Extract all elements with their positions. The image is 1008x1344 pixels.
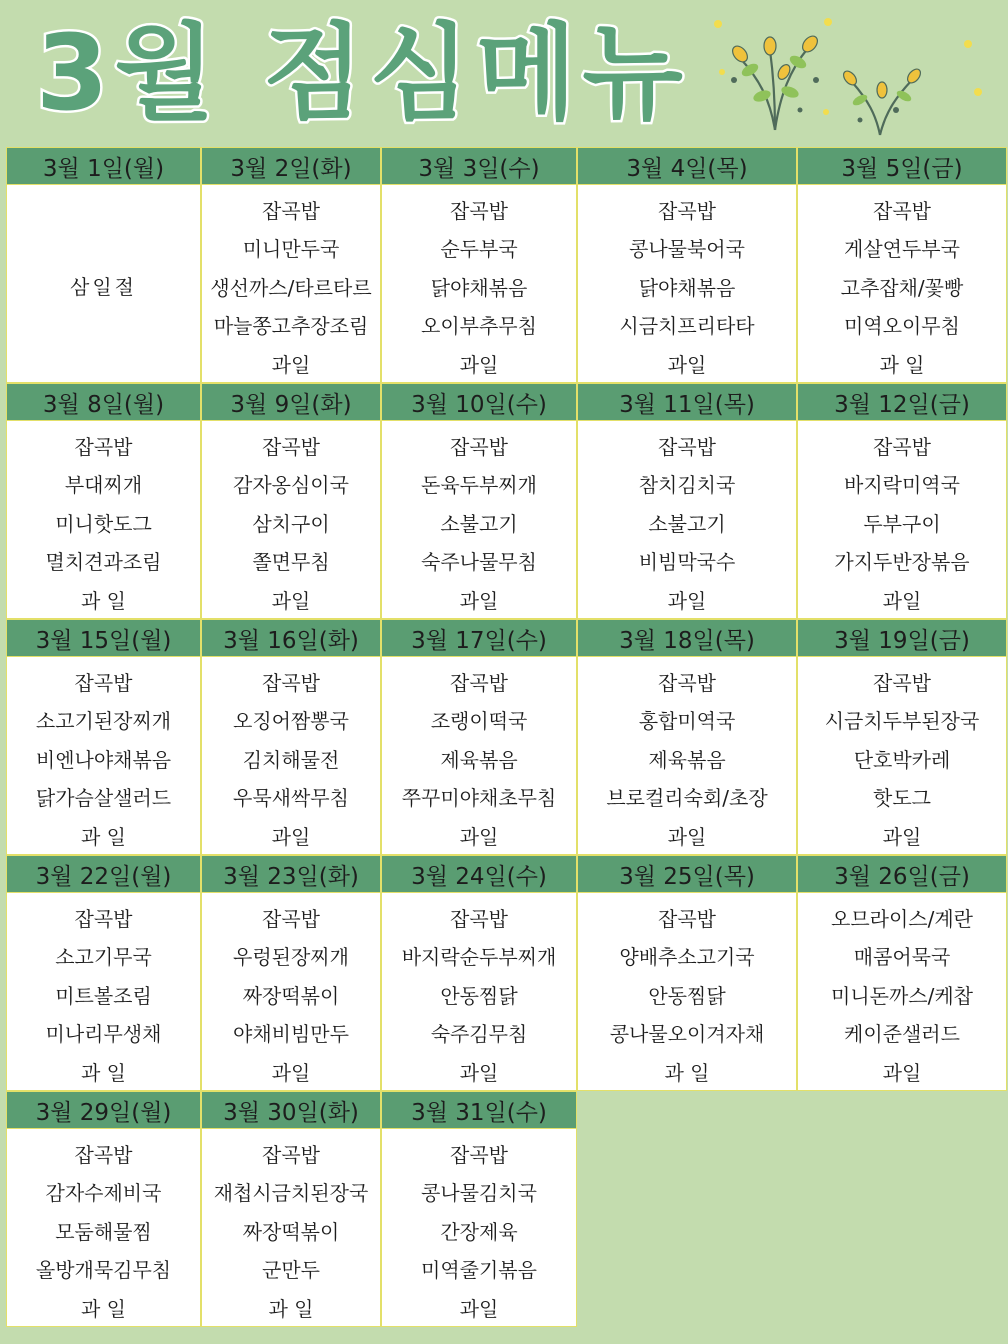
menu-item: 순두부국 [440, 237, 518, 261]
menu-item: 잡곡밥 [658, 435, 716, 459]
day-cell [797, 147, 1007, 383]
menu-item: 잡곡밥 [873, 671, 931, 695]
menu-item: 과일 [271, 589, 311, 613]
menu-list [201, 657, 381, 855]
menu-item: 과일 [459, 1061, 499, 1085]
menu-item: 우묵새싹무침 [233, 786, 349, 810]
menu-item: 잡곡밥 [262, 907, 320, 931]
menu-item: 잡곡밥 [262, 671, 320, 695]
menu-item: 비빔막국수 [638, 550, 736, 574]
day-header: 3월 4일(목) [577, 147, 797, 185]
menu-item: 잡곡밥 [658, 671, 716, 695]
day-header: 3월 1일(월) [6, 147, 201, 185]
menu-item: 잡곡밥 [658, 907, 716, 931]
menu-item: 야채비빔만두 [233, 1022, 349, 1046]
menu-list [201, 1129, 381, 1327]
menu-item: 콩나물김치국 [421, 1181, 537, 1205]
menu-item: 가지두반장볶음 [834, 550, 970, 574]
day-cell [381, 619, 577, 855]
menu-item: 돈육두부찌개 [421, 473, 537, 497]
menu-item: 미니돈까스/케찹 [831, 984, 973, 1008]
menu-item: 과일 [459, 825, 499, 849]
day-cell [797, 619, 1007, 855]
menu-item: 과 일 [81, 1297, 126, 1321]
menu-item: 잡곡밥 [450, 435, 508, 459]
menu-item: 안동찜닭 [440, 984, 518, 1008]
menu-item: 과일 [667, 589, 707, 613]
menu-item: 과일 [459, 589, 499, 613]
menu-item: 바지락미역국 [844, 473, 960, 497]
menu-list [577, 185, 797, 383]
menu-item: 과 일 [268, 1297, 314, 1321]
holiday-label: 삼일절 [70, 275, 137, 299]
menu-item: 잡곡밥 [658, 199, 716, 223]
day-cell [201, 1091, 381, 1327]
menu-list [381, 893, 577, 1091]
menu-item: 소고기무국 [55, 945, 152, 969]
menu-item: 잡곡밥 [873, 435, 931, 459]
menu-item: 소불고기 [440, 512, 518, 536]
day-cell [201, 855, 381, 1091]
menu-item: 조랭이떡국 [430, 709, 528, 733]
menu-item: 군만두 [262, 1258, 320, 1282]
menu-item: 케이준샐러드 [844, 1022, 960, 1046]
menu-item: 마늘쫑고추장조림 [213, 314, 369, 338]
menu-item: 잡곡밥 [74, 671, 133, 695]
menu-item: 시금치두부된장국 [824, 709, 980, 733]
menu-item: 제육볶음 [648, 748, 726, 772]
menu-item: 간장제육 [440, 1220, 518, 1244]
menu-item: 미역오이무침 [844, 314, 960, 338]
day-header: 3월 5일(금) [797, 147, 1007, 185]
page-title: 3월 점심메뉴 [36, 12, 689, 134]
day-header: 3월 3일(수) [381, 147, 577, 185]
day-cell [6, 147, 201, 383]
menu-item: 숙주김무침 [430, 1022, 528, 1046]
menu-item: 닭가슴살샐러드 [35, 786, 172, 810]
menu-item: 단호박카레 [853, 748, 951, 772]
menu-item: 잡곡밥 [74, 1143, 133, 1167]
menu-list [6, 185, 201, 383]
day-header: 3월 17일(수) [381, 619, 577, 657]
menu-item: 과 일 [879, 353, 925, 377]
menu-item: 미트볼조림 [55, 984, 152, 1008]
menu-item: 참치김치국 [638, 473, 736, 497]
menu-item: 제육볶음 [440, 748, 518, 772]
menu-item: 고추잡채/꽃빵 [840, 276, 964, 300]
menu-item: 오므라이스/계란 [831, 907, 973, 931]
menu-list [797, 657, 1007, 855]
menu-list [577, 893, 797, 1091]
menu-item: 매콤어묵국 [853, 945, 951, 969]
menu-item: 잡곡밥 [450, 907, 508, 931]
day-cell [797, 855, 1007, 1091]
day-cell [381, 147, 577, 383]
menu-item: 모둠해물찜 [55, 1220, 152, 1244]
menu-item: 브로컬리숙회/초장 [606, 786, 768, 810]
day-cell [201, 383, 381, 619]
menu-item: 바지락순두부찌개 [401, 945, 557, 969]
menu-item: 과 일 [81, 589, 126, 613]
floral-decoration-icon [700, 10, 1000, 140]
menu-item: 멸치견과조림 [45, 550, 162, 574]
menu-item: 오이부추무침 [421, 314, 537, 338]
menu-list [577, 657, 797, 855]
menu-item: 오징어짬뽕국 [233, 709, 349, 733]
day-cell [381, 383, 577, 619]
menu-item: 안동찜닭 [648, 984, 726, 1008]
menu-item: 과일 [882, 1061, 922, 1085]
day-cell [201, 619, 381, 855]
day-header: 3월 8일(월) [6, 383, 201, 421]
menu-item: 잡곡밥 [450, 199, 508, 223]
menu-item: 과 일 [664, 1061, 710, 1085]
menu-item: 과 일 [81, 1061, 126, 1085]
menu-item: 핫도그 [873, 786, 931, 810]
menu-list [797, 185, 1007, 383]
menu-item: 잡곡밥 [873, 199, 931, 223]
menu-item: 두부구이 [863, 512, 941, 536]
menu-item: 잡곡밥 [262, 435, 320, 459]
menu-list [6, 1129, 201, 1327]
menu-item: 콩나물북어국 [629, 237, 745, 261]
menu-item: 과일 [882, 825, 922, 849]
menu-item: 잡곡밥 [74, 435, 133, 459]
day-cell [6, 619, 201, 855]
menu-item: 올방개묵김무침 [35, 1258, 172, 1282]
day-cell [6, 855, 201, 1091]
menu-list [381, 657, 577, 855]
menu-item: 시금치프리타타 [619, 314, 755, 338]
day-header: 3월 23일(화) [201, 855, 381, 893]
menu-item: 게살연두부국 [844, 237, 960, 261]
menu-item: 부대찌개 [64, 473, 143, 497]
day-header: 3월 11일(목) [577, 383, 797, 421]
menu-item: 과일 [459, 353, 499, 377]
day-cell [381, 1091, 577, 1327]
menu-item: 잡곡밥 [450, 671, 508, 695]
menu-list [201, 421, 381, 619]
menu-item: 숙주나물무침 [421, 550, 537, 574]
day-header: 3월 2일(화) [201, 147, 381, 185]
menu-item: 소고기된장찌개 [35, 709, 172, 733]
day-header: 3월 19일(금) [797, 619, 1007, 657]
day-cell [577, 855, 797, 1091]
menu-item: 소불고기 [648, 512, 726, 536]
menu-item: 홍합미역국 [638, 709, 736, 733]
day-header: 3월 10일(수) [381, 383, 577, 421]
menu-item: 비엔나야채볶음 [35, 748, 172, 772]
day-header: 3월 25일(목) [577, 855, 797, 893]
menu-item: 잡곡밥 [74, 907, 133, 931]
day-header: 3월 9일(화) [201, 383, 381, 421]
day-cell [6, 383, 201, 619]
day-header: 3월 16일(화) [201, 619, 381, 657]
menu-item: 과일 [271, 1061, 311, 1085]
menu-item: 과일 [667, 825, 707, 849]
day-header: 3월 18일(목) [577, 619, 797, 657]
menu-list [6, 657, 201, 855]
menu-list [6, 893, 201, 1091]
menu-item: 우렁된장찌개 [233, 945, 349, 969]
day-header: 3월 24일(수) [381, 855, 577, 893]
menu-list [6, 421, 201, 619]
menu-list [201, 893, 381, 1091]
menu-item: 짜장떡볶이 [242, 1220, 340, 1244]
menu-item: 쭈꾸미야채초무침 [401, 786, 557, 810]
day-header: 3월 26일(금) [797, 855, 1007, 893]
day-cell [797, 383, 1007, 619]
day-header: 3월 30일(화) [201, 1091, 381, 1129]
day-cell [201, 147, 381, 383]
menu-list [381, 1129, 577, 1327]
day-cell [577, 619, 797, 855]
menu-item: 감자수제비국 [45, 1181, 162, 1205]
menu-item: 과일 [271, 825, 311, 849]
menu-item: 과일 [459, 1297, 499, 1321]
menu-item: 과 일 [81, 825, 126, 849]
menu-item: 쫄면무침 [252, 550, 330, 574]
menu-item: 미나리무생채 [45, 1022, 162, 1046]
menu-item: 닭야채볶음 [430, 276, 528, 300]
menu-list [381, 421, 577, 619]
menu-item: 과일 [667, 353, 707, 377]
day-header: 3월 31일(수) [381, 1091, 577, 1129]
menu-item: 과일 [882, 589, 922, 613]
menu-list [381, 185, 577, 383]
menu-item: 생선까스/타르타르 [210, 276, 372, 300]
day-cell [577, 147, 797, 383]
menu-item: 미역줄기볶음 [421, 1258, 537, 1282]
menu-list [797, 893, 1007, 1091]
menu-item: 미니만두국 [242, 237, 340, 261]
menu-item: 삼치구이 [252, 512, 330, 536]
menu-item: 과일 [271, 353, 311, 377]
day-header: 3월 15일(월) [6, 619, 201, 657]
menu-item: 재첩시금치된장국 [213, 1181, 369, 1205]
menu-item: 잡곡밥 [450, 1143, 508, 1167]
day-header: 3월 29일(월) [6, 1091, 201, 1129]
day-cell [6, 1091, 201, 1327]
menu-list [577, 421, 797, 619]
menu-item: 감자옹심이국 [233, 473, 349, 497]
day-header: 3월 22일(월) [6, 855, 201, 893]
menu-item: 짜장떡볶이 [242, 984, 340, 1008]
menu-item: 콩나물오이겨자채 [609, 1022, 765, 1046]
menu-item: 닭야채볶음 [638, 276, 736, 300]
menu-item: 김치해물전 [242, 748, 340, 772]
menu-item: 미니핫도그 [55, 512, 152, 536]
day-header: 3월 12일(금) [797, 383, 1007, 421]
menu-item: 잡곡밥 [262, 199, 320, 223]
menu-item: 잡곡밥 [262, 1143, 320, 1167]
day-cell [577, 383, 797, 619]
day-cell [381, 855, 577, 1091]
menu-list [201, 185, 381, 383]
menu-item: 양배추소고기국 [619, 945, 755, 969]
menu-list [797, 421, 1007, 619]
